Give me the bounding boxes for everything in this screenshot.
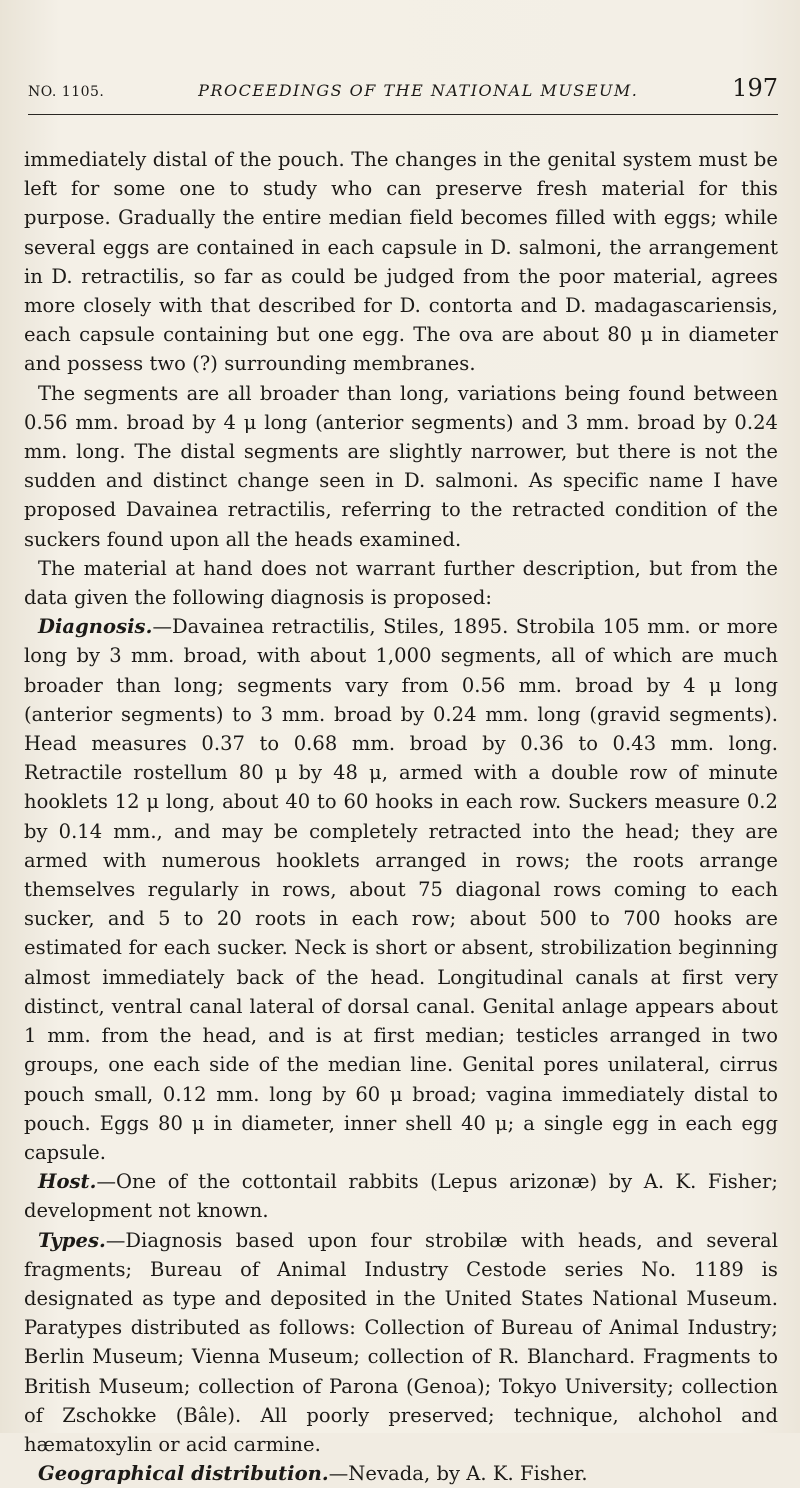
paragraph-genital-system: immediately distal of the pouch. The changes in the genital system must be left for some one to study who can preserve fresh material for this purpose. Gradually the entire median field becomes filled with eggs; while several eggs are contained in each capsule in D. salmoni, the arrangement in D. retractilis, so far as could be judged from the poor material, agrees more closely with that described for D. contorta and D. madagascariensis, each capsule containing but one egg. The ova are about 80 μ in diameter and possess two (?) surrounding membranes. <box>24 148 778 376</box>
running-header <box>28 74 778 115</box>
host-heading: Host. <box>38 1170 97 1194</box>
paragraph-types: Types.—Diagnosis based upon four strobilæ with heads, and several fragments; Bureau of Animal Industry Cestode series No. 1189 is designated as type and deposited in the United States National Museum. Paratypes distributed as follows: Collection of Bureau of Animal Industry; Berlin Museum; Vienna Museum; collection of R. Blanchard. Fragments to British Museum; collection of Parona (Genoa); Tokyo University; collection of Zschokke (Bâle). All poorly preserved; technique, alchohol and hæmatoxylin or acid carmine. <box>24 1228 778 1456</box>
issue-number: NO. 1105. <box>28 84 105 100</box>
distribution-heading: Geographical distribution. <box>38 1462 329 1486</box>
article-body <box>24 145 778 1488</box>
paragraph-distribution: Geographical distribution.—Nevada, by A. K. Fisher. <box>38 1462 588 1486</box>
journal-title: PROCEEDINGS OF THE NATIONAL MUSEUM. <box>198 81 639 100</box>
paragraph-segments: The segments are all broader than long, variations being found between 0.56 mm. broad by 4 μ long (anterior segments) and 3 mm. broad by 0.24 mm. long. The distal segments are slightly narrower, but there is not the sudden and distinct change seen in D. salmoni. As specific name I have proposed Davainea retractilis, referring to the retracted condition of the suckers found upon all the heads examined. <box>24 381 778 551</box>
page-number: 197 <box>732 74 778 102</box>
diagnosis-heading: Diagnosis. <box>38 615 153 639</box>
types-heading: Types. <box>38 1228 106 1252</box>
paragraph-diagnosis: Diagnosis.—Davainea retractilis, Stiles, 1895. Strobila 105 mm. or more long by 3 mm. broad, with about 1,000 segments, all of which are much broader than long; segments vary from 0.56 mm. broad by 4 μ long (anterior segments) to 3 mm. broad by 0.24 mm. long (gravid segments). Head measures 0.37 to 0.68 mm. broad by 0.36 to 0.43 mm. long. Retractile rostellum 80 μ by 48 μ, armed with a double row of minute hooklets 12 μ long, about 40 to 60 hooks in each row. Suckers measure 0.2 by 0.14 mm., and may be completely retracted into the head; they are armed with numerous hooklets arranged in rows; the roots arrange themselves regularly in rows, about 75 diagonal rows coming to each sucker, and 5 to 20 roots in each row; about 500 to 700 hooks are estimated for each sucker. Neck is short or absent, strobilization beginning almost immediately back of the head. Longitudinal canals at first very distinct, ventral canal lateral of dorsal canal. Genital anlage appears about 1 mm. from the head, and is at first median; testicles arranged in two groups, one each side of the median line. Genital pores unilateral, cirrus pouch small, 0.12 mm. long by 60 μ broad; vagina immediately distal to pouch. Eggs 80 μ in diameter, inner shell 40 μ; a single egg in each egg capsule. <box>24 615 778 1164</box>
paragraph-host: Host.—One of the cottontail rabbits (Lepus arizonæ) by A. K. Fisher; development not known. <box>24 1170 778 1223</box>
paragraph-material: The material at hand does not warrant further description, but from the data given the following diagnosis is proposed: <box>24 556 778 610</box>
